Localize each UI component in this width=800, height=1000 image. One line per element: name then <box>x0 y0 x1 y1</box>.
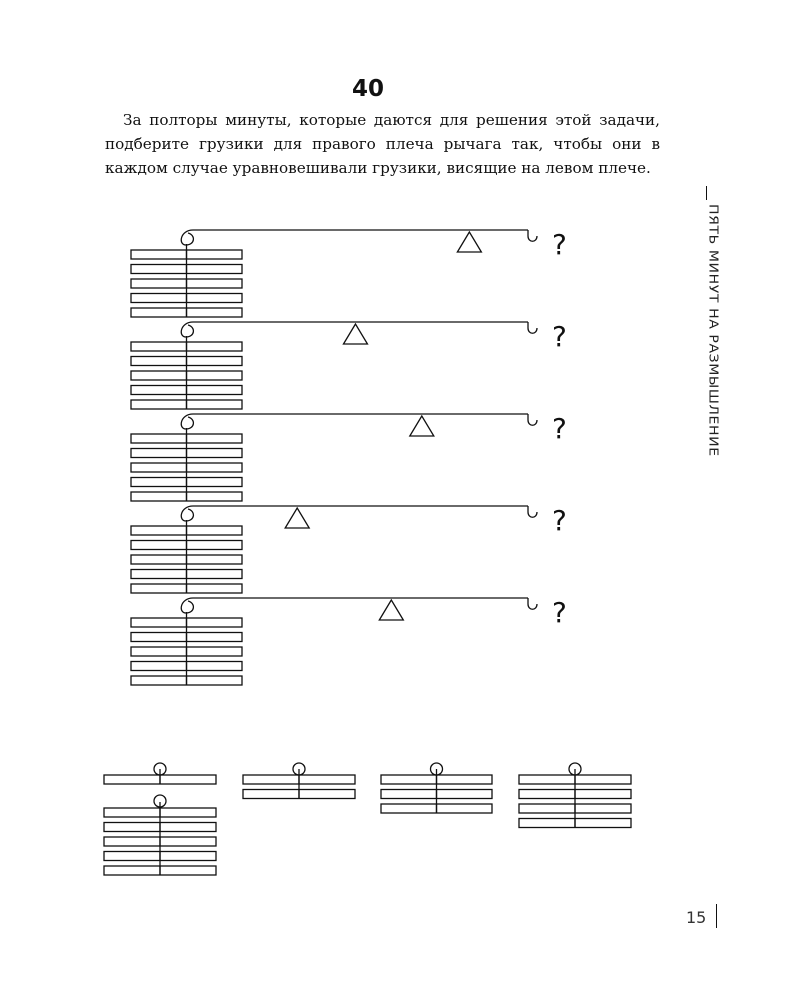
fulcrum-triangle <box>379 600 403 620</box>
weight-set-1 <box>104 763 216 875</box>
right-hook <box>528 506 537 517</box>
side-running-title: ПЯТЬ МИНУТ НА РАЗМЫШЛЕНИЕ <box>706 204 721 457</box>
question-mark: ? <box>552 320 567 353</box>
right-hook <box>528 598 537 609</box>
left-hook <box>181 506 193 521</box>
page-number: 15 <box>686 908 707 927</box>
question-mark: ? <box>552 228 567 261</box>
question-mark: ? <box>552 504 567 537</box>
fulcrum-triangle <box>410 416 434 436</box>
right-hook <box>528 230 537 241</box>
lever-1 <box>131 228 567 317</box>
right-hook <box>528 414 537 425</box>
weight-set-4 <box>519 763 631 828</box>
lever-2 <box>131 320 567 409</box>
lever-5 <box>131 596 567 685</box>
right-hook <box>528 322 537 333</box>
left-hook <box>181 414 193 429</box>
weight-set-2 <box>243 763 355 799</box>
left-hook <box>181 230 193 245</box>
puzzle-text: За полторы минуты, которые даются для решения этой задачи, подберите грузики для правого плеча рычага так, чтобы они в каждом случае уравновешивали грузики, висящие на левом плече. <box>105 111 660 177</box>
question-mark: ? <box>552 596 567 629</box>
fulcrum-triangle <box>343 324 367 344</box>
question-mark: ? <box>552 412 567 445</box>
left-hook <box>181 598 193 613</box>
lever-3 <box>131 412 567 501</box>
weight-set-3 <box>381 763 492 813</box>
puzzle-number: 40 <box>351 76 384 102</box>
lever-4 <box>131 504 567 593</box>
fulcrum-triangle <box>457 232 481 252</box>
left-hook <box>181 322 193 337</box>
fulcrum-triangle <box>285 508 309 528</box>
